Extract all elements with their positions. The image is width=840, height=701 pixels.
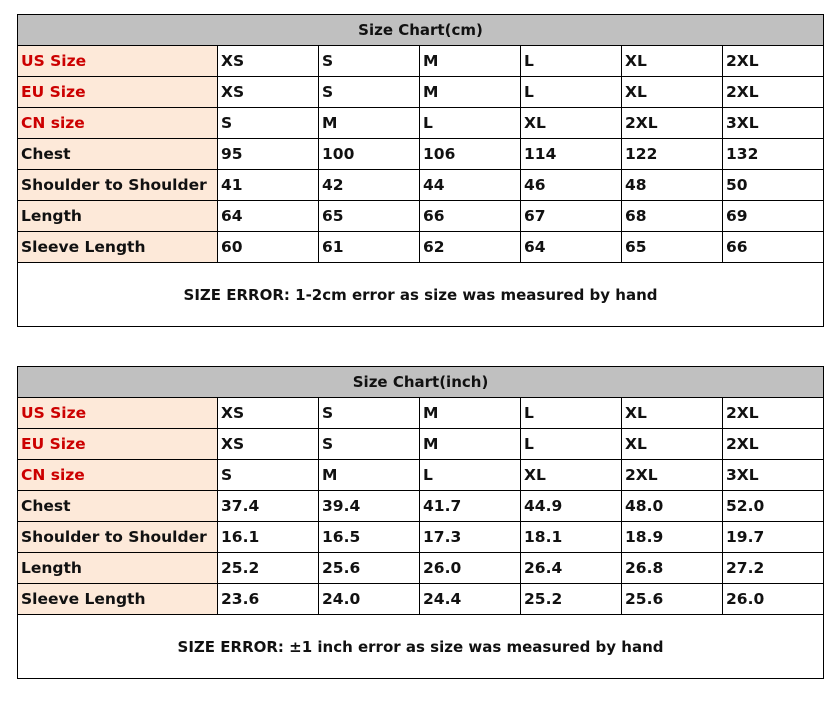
size-value-cell: 48 xyxy=(622,170,723,201)
size-value-cell: 66 xyxy=(723,232,824,263)
size-value-cell: XL xyxy=(622,429,723,460)
size-value-cell: L xyxy=(521,77,622,108)
table-title-row xyxy=(18,15,824,46)
size-value-cell: 122 xyxy=(622,139,723,170)
size-value-cell: 106 xyxy=(420,139,521,170)
size-value-cell: 26.0 xyxy=(420,553,521,584)
table-row xyxy=(18,139,824,170)
size-value-cell: XS xyxy=(218,77,319,108)
size-value-cell: 26.4 xyxy=(521,553,622,584)
size-value-cell: 26.8 xyxy=(622,553,723,584)
size-value-cell: M xyxy=(319,460,420,491)
row-label: CN size xyxy=(18,460,218,491)
row-label: Length xyxy=(18,553,218,584)
size-value-cell: 41.7 xyxy=(420,491,521,522)
size-error-note: SIZE ERROR: 1-2cm error as size was measured by hand xyxy=(18,263,824,327)
size-value-cell: 19.7 xyxy=(723,522,824,553)
row-label: Sleeve Length xyxy=(18,584,218,615)
table-row xyxy=(18,522,824,553)
table-title: Size Chart(cm) xyxy=(18,15,824,46)
size-value-cell: 64 xyxy=(521,232,622,263)
size-value-cell: M xyxy=(319,108,420,139)
size-value-cell: 18.9 xyxy=(622,522,723,553)
size-value-cell: M xyxy=(420,46,521,77)
size-value-cell: 23.6 xyxy=(218,584,319,615)
size-error-note-row xyxy=(18,615,824,679)
size-value-cell: 26.0 xyxy=(723,584,824,615)
size-value-cell: 27.2 xyxy=(723,553,824,584)
size-value-cell: 41 xyxy=(218,170,319,201)
size-value-cell: 2XL xyxy=(723,429,824,460)
size-value-cell: S xyxy=(319,77,420,108)
size-value-cell: 25.2 xyxy=(218,553,319,584)
size-value-cell: 62 xyxy=(420,232,521,263)
size-value-cell: 100 xyxy=(319,139,420,170)
size-value-cell: M xyxy=(420,398,521,429)
table-row xyxy=(18,553,824,584)
size-value-cell: XL xyxy=(521,460,622,491)
size-value-cell: L xyxy=(521,46,622,77)
size-value-cell: L xyxy=(420,108,521,139)
row-label: Length xyxy=(18,201,218,232)
size-value-cell: 24.0 xyxy=(319,584,420,615)
size-value-cell: 2XL xyxy=(723,398,824,429)
size-value-cell: 2XL xyxy=(622,460,723,491)
size-value-cell: 25.2 xyxy=(521,584,622,615)
size-value-cell: 65 xyxy=(622,232,723,263)
row-label: EU Size xyxy=(18,429,218,460)
size-value-cell: S xyxy=(319,398,420,429)
table-row xyxy=(18,46,824,77)
size-value-cell: S xyxy=(319,46,420,77)
row-label: Chest xyxy=(18,139,218,170)
table-row xyxy=(18,491,824,522)
table-row xyxy=(18,77,824,108)
size-value-cell: 64 xyxy=(218,201,319,232)
size-value-cell: 39.4 xyxy=(319,491,420,522)
size-value-cell: 132 xyxy=(723,139,824,170)
size-value-cell: 18.1 xyxy=(521,522,622,553)
size-chart-cm-body xyxy=(18,15,824,327)
table-title-row xyxy=(18,367,824,398)
size-value-cell: 114 xyxy=(521,139,622,170)
size-value-cell: 3XL xyxy=(723,460,824,491)
size-value-cell: XL xyxy=(622,46,723,77)
size-value-cell: S xyxy=(218,108,319,139)
size-chart-inch-table xyxy=(17,366,824,679)
size-value-cell: 50 xyxy=(723,170,824,201)
size-value-cell: XL xyxy=(622,398,723,429)
size-value-cell: 95 xyxy=(218,139,319,170)
size-value-cell: L xyxy=(521,398,622,429)
size-value-cell: 44 xyxy=(420,170,521,201)
row-label: CN size xyxy=(18,108,218,139)
size-value-cell: XS xyxy=(218,398,319,429)
size-value-cell: 37.4 xyxy=(218,491,319,522)
size-value-cell: 16.1 xyxy=(218,522,319,553)
table-row xyxy=(18,584,824,615)
size-value-cell: 24.4 xyxy=(420,584,521,615)
size-value-cell: 17.3 xyxy=(420,522,521,553)
size-chart-inch-body xyxy=(18,367,824,679)
table-row xyxy=(18,108,824,139)
size-value-cell: M xyxy=(420,429,521,460)
size-value-cell: 52.0 xyxy=(723,491,824,522)
size-value-cell: L xyxy=(420,460,521,491)
size-value-cell: XS xyxy=(218,429,319,460)
size-error-note-row xyxy=(18,263,824,327)
size-value-cell: 65 xyxy=(319,201,420,232)
size-value-cell: 16.5 xyxy=(319,522,420,553)
size-value-cell: XL xyxy=(521,108,622,139)
size-value-cell: 44.9 xyxy=(521,491,622,522)
size-chart-cm-table xyxy=(17,14,824,327)
size-value-cell: M xyxy=(420,77,521,108)
table-row xyxy=(18,170,824,201)
size-value-cell: 42 xyxy=(319,170,420,201)
size-value-cell: 3XL xyxy=(723,108,824,139)
size-value-cell: XL xyxy=(622,77,723,108)
table-row xyxy=(18,398,824,429)
size-value-cell: 48.0 xyxy=(622,491,723,522)
size-value-cell: S xyxy=(319,429,420,460)
size-value-cell: S xyxy=(218,460,319,491)
row-label: Shoulder to Shoulder xyxy=(18,170,218,201)
row-label: US Size xyxy=(18,398,218,429)
size-value-cell: 2XL xyxy=(723,77,824,108)
size-value-cell: 25.6 xyxy=(622,584,723,615)
size-value-cell: 2XL xyxy=(622,108,723,139)
size-value-cell: 67 xyxy=(521,201,622,232)
size-value-cell: 46 xyxy=(521,170,622,201)
row-label: Sleeve Length xyxy=(18,232,218,263)
size-value-cell: L xyxy=(521,429,622,460)
size-value-cell: 68 xyxy=(622,201,723,232)
size-value-cell: XS xyxy=(218,46,319,77)
size-value-cell: 66 xyxy=(420,201,521,232)
row-label: EU Size xyxy=(18,77,218,108)
size-value-cell: 25.6 xyxy=(319,553,420,584)
size-value-cell: 69 xyxy=(723,201,824,232)
table-row xyxy=(18,232,824,263)
table-row xyxy=(18,429,824,460)
size-value-cell: 2XL xyxy=(723,46,824,77)
size-error-note: SIZE ERROR: ±1 inch error as size was measured by hand xyxy=(18,615,824,679)
row-label: Chest xyxy=(18,491,218,522)
row-label: Shoulder to Shoulder xyxy=(18,522,218,553)
size-value-cell: 60 xyxy=(218,232,319,263)
table-row xyxy=(18,460,824,491)
table-row xyxy=(18,201,824,232)
size-value-cell: 61 xyxy=(319,232,420,263)
row-label: US Size xyxy=(18,46,218,77)
table-title: Size Chart(inch) xyxy=(18,367,824,398)
